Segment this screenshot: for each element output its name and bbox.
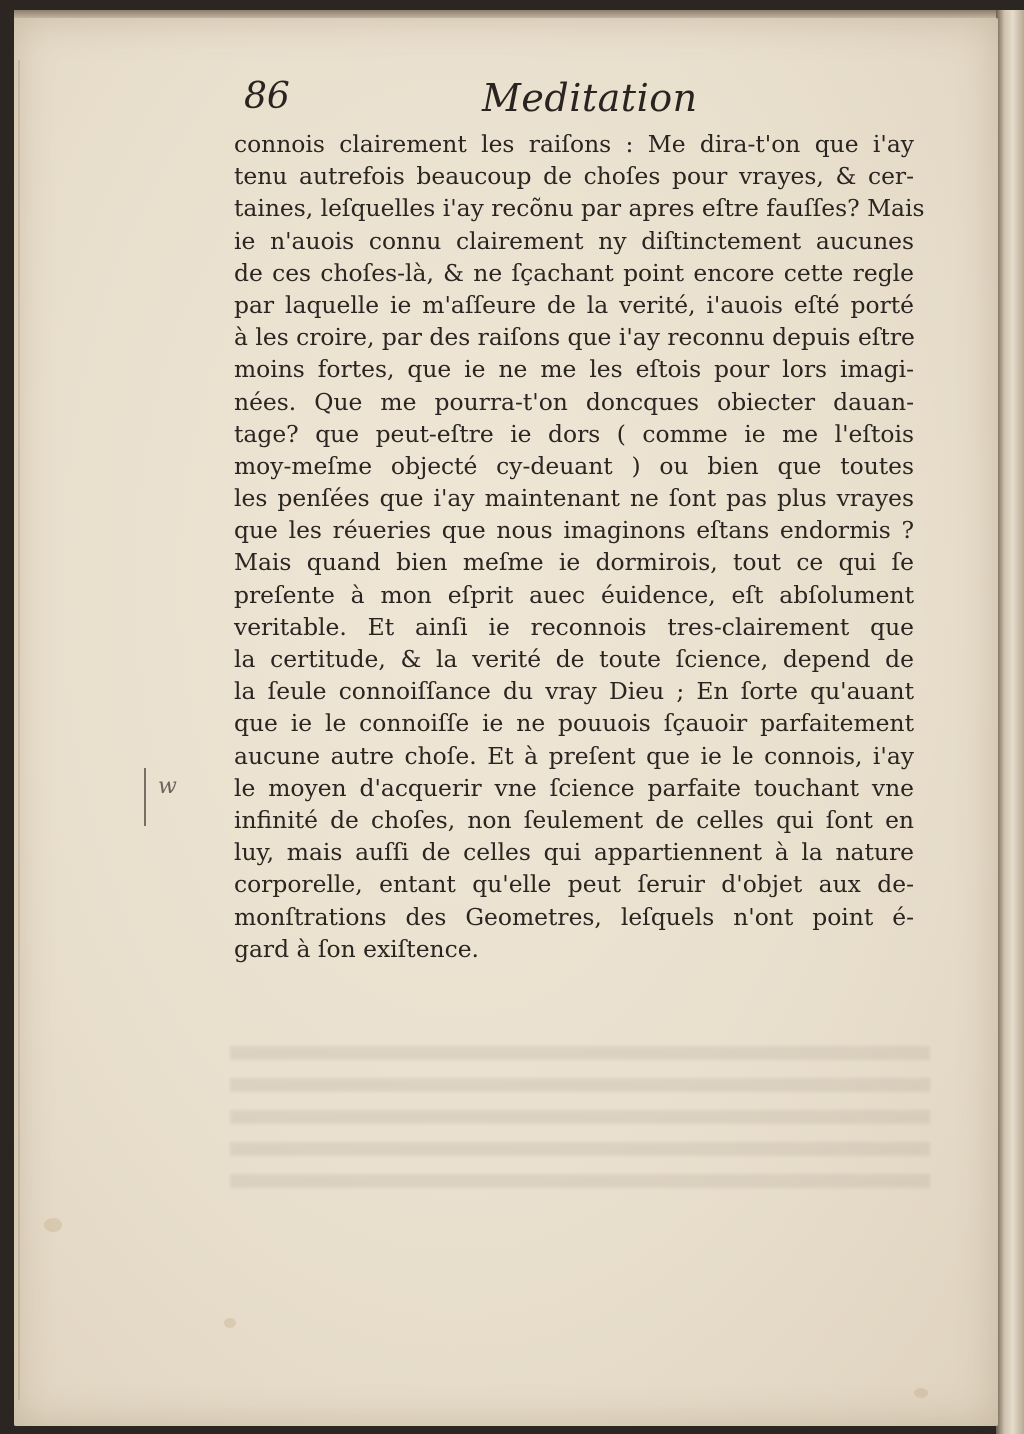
text-line: que ie le connoiſſe ie ne pouuois ſçauoir parfaitement xyxy=(234,709,914,738)
show-through-text xyxy=(230,1046,930,1196)
margin-bar xyxy=(144,768,146,826)
text-line: moy-meſme objecté cy-deuant ) ou bien que toutes xyxy=(234,451,914,480)
text-line: preſente à mon eſprit auec éuidence, eſt abſolument xyxy=(234,580,914,609)
text-line: la ſeule connoiſſance du vray Dieu ; En ſorte qu'auant xyxy=(234,677,914,706)
text-line: les penſées que i'ay maintenant ne ſont pas plus vrayes xyxy=(234,484,914,513)
paper-stain xyxy=(914,1388,928,1398)
paper-stain xyxy=(224,1318,236,1328)
text-line: par laquelle ie m'aſſeure de la verité, i'auois eſté porté xyxy=(234,290,914,319)
margin-annotation xyxy=(140,766,180,826)
text-line: la certitude, & la verité de toute ſcience, depend de xyxy=(234,645,914,673)
text-line: gard à ſon exiſtence. xyxy=(234,934,479,963)
text-line: moins fortes, que ie ne me les eſtois pour lors imagi- xyxy=(234,355,914,384)
text-line: ie n'auois connu clairement ny diſtinctement aucunes xyxy=(234,226,914,255)
text-line: luy, mais auſſi de celles qui appartiennent à la nature xyxy=(234,838,914,867)
text-line: Mais quand bien meſme ie dormirois, tout ce qui ſe xyxy=(234,548,914,577)
page-gutter-line xyxy=(18,60,20,1400)
margin-note-text: w xyxy=(158,774,177,799)
text-line: infinité de choſes, non ſeulement de celles qui ſont en xyxy=(234,805,914,834)
text-line: à les croire, par des raiſons que i'ay reconnu depuis eſtre xyxy=(234,323,915,352)
text-line: connois clairement les raiſons : Me dira-t'on que i'ay xyxy=(234,130,914,158)
text-line: de ces choſes-là, & ne ſçachant point encore cette regle xyxy=(234,258,914,287)
page-number: 86 xyxy=(244,76,290,117)
text-line: taines, leſquelles i'ay recõnu par apres eſtre fauſſes? Mais xyxy=(234,194,925,223)
text-line: le moyen d'acquerir vne ſcience parfaite touchant vne xyxy=(234,773,914,802)
text-line: corporelle, entant qu'elle peut ſeruir d'objet aux de- xyxy=(234,870,914,899)
text-line: veritable. Et ainſi ie reconnois tres-clairement que xyxy=(234,612,914,641)
text-line: que les réueries que nous imaginons eſtans endormis ? xyxy=(234,516,914,545)
running-title: Meditation xyxy=(482,76,698,120)
text-line: tenu autrefois beaucoup de choſes pour vrayes, & cer- xyxy=(234,162,914,191)
paper-stain xyxy=(44,1218,62,1232)
body-text xyxy=(234,128,925,965)
text-line: monſtrations des Geometres, leſquels n'ont point é- xyxy=(234,902,914,931)
page-edge-right xyxy=(996,10,1024,1434)
text-line: aucune autre choſe. Et à preſent que ie le connois, i'ay xyxy=(234,741,914,770)
text-line: tage? que peut-eſtre ie dors ( comme ie me l'eſtois xyxy=(234,419,914,448)
page-header xyxy=(234,74,914,124)
text-line: nées. Que me pourra-t'on doncques obiecter dauan- xyxy=(234,387,914,416)
